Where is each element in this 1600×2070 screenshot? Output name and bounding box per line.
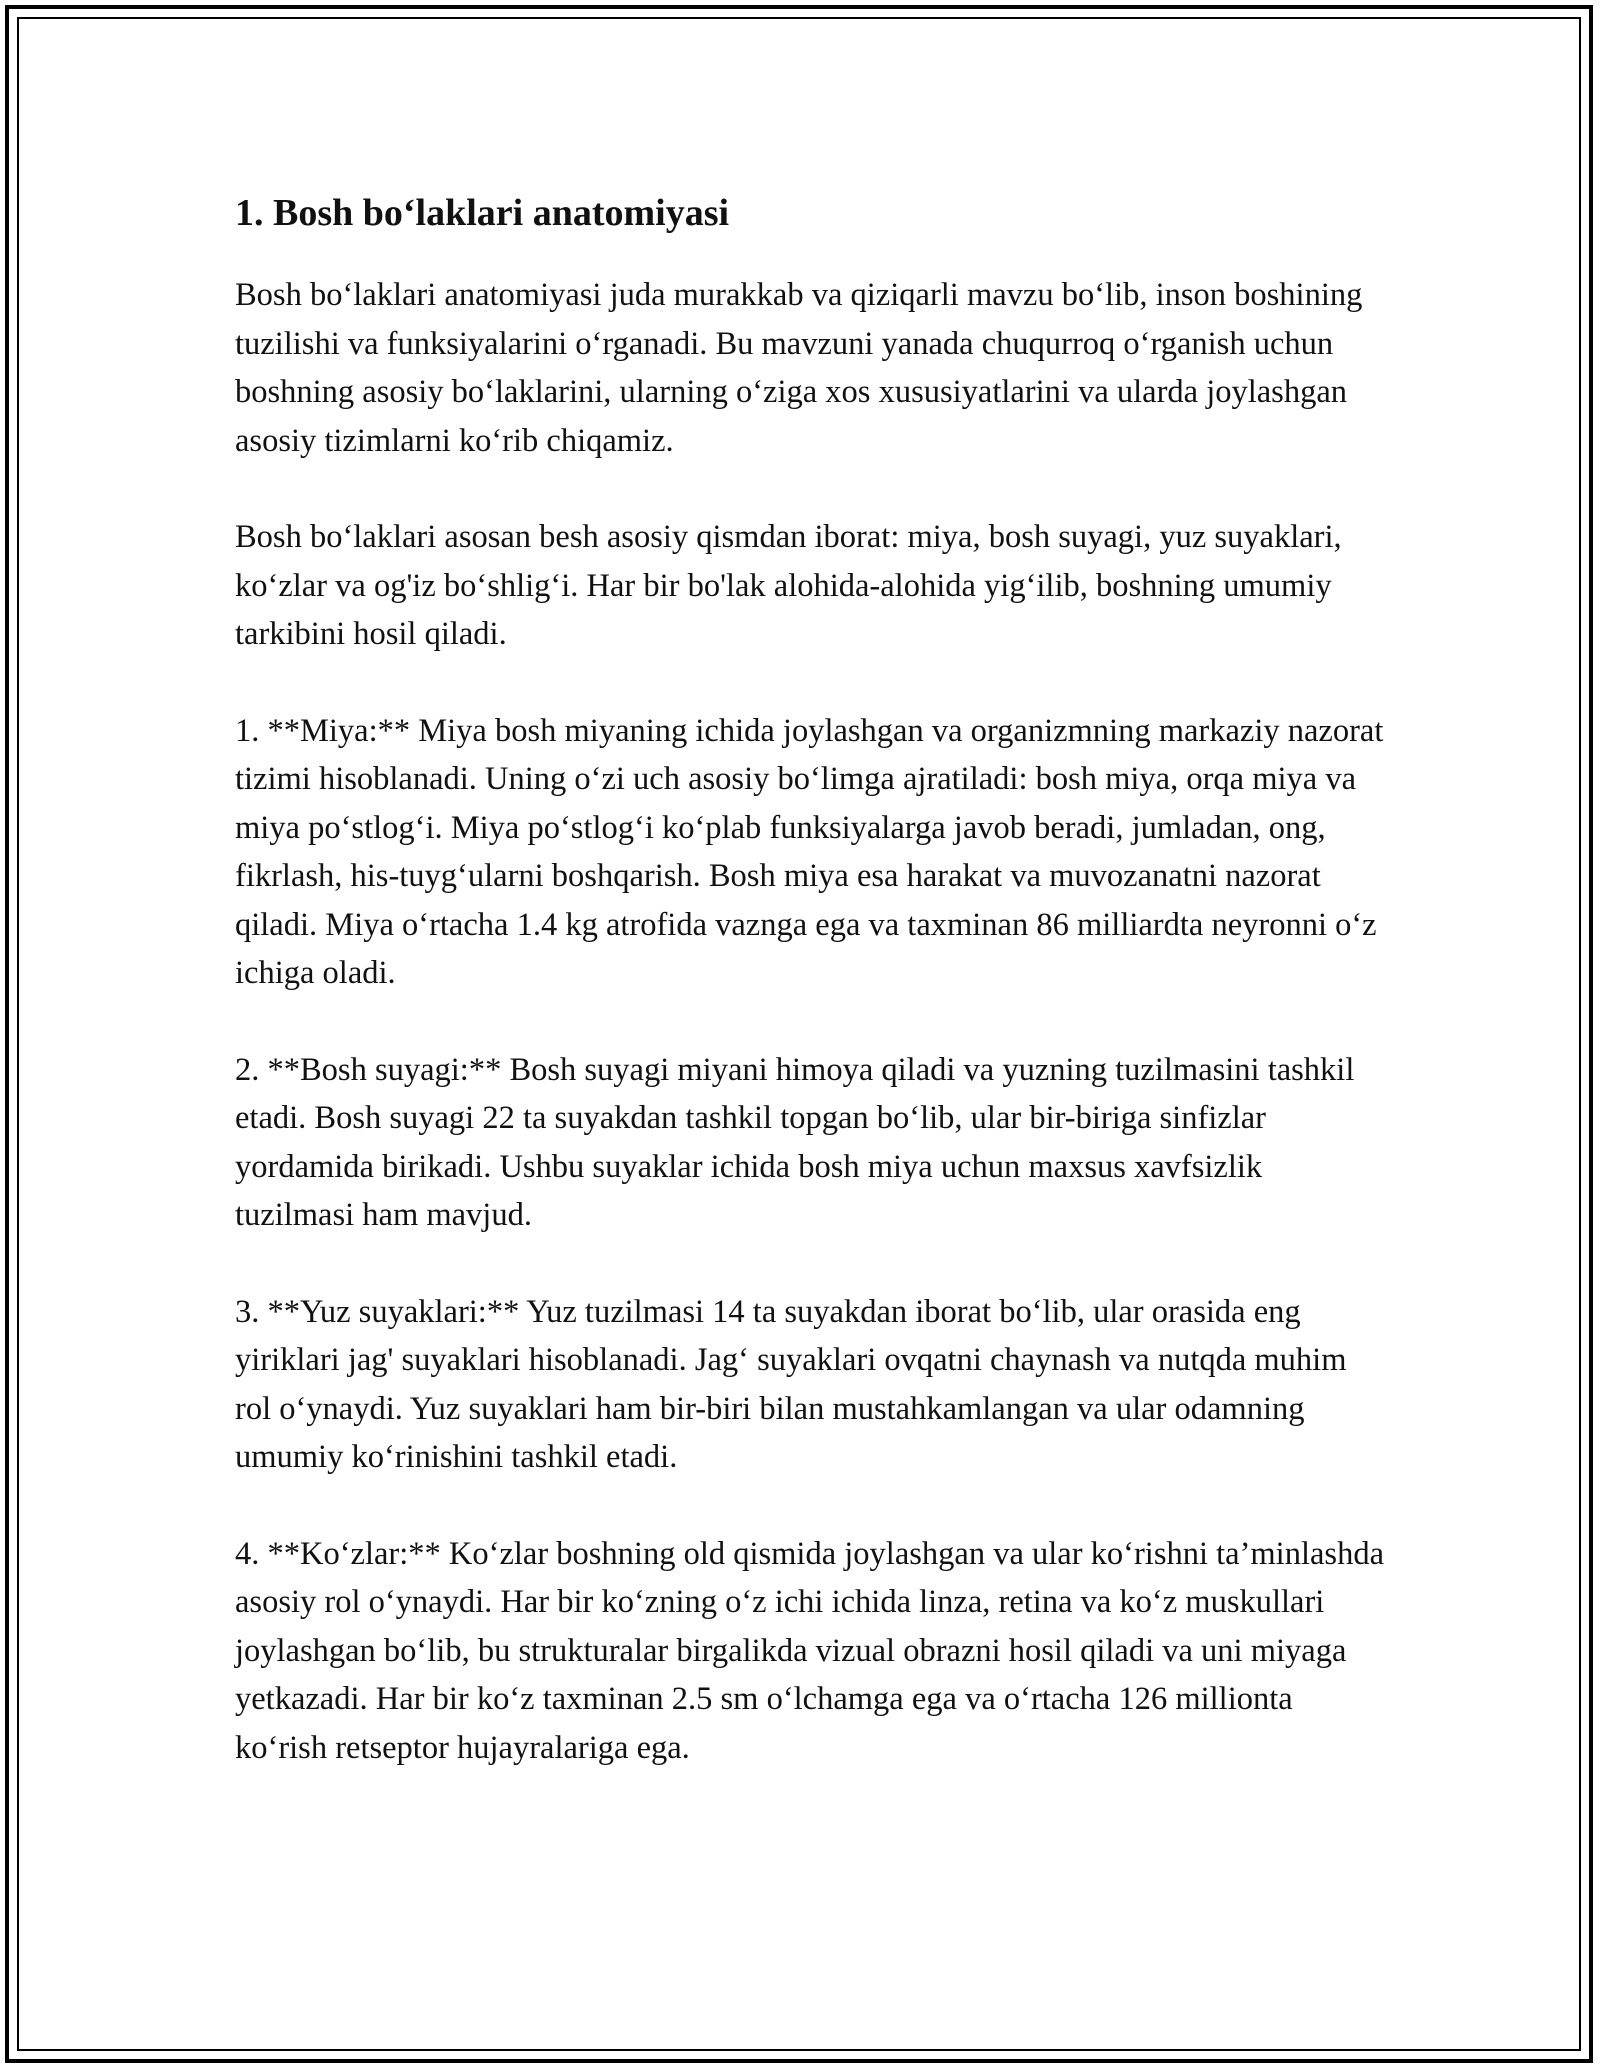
document-body xyxy=(235,185,1385,1820)
intro-paragraph: Bosh bo‘laklari anatomiyasi juda murakkab va qiziqarli mavzu bo‘lib, inson boshining tuzilishi va funksiyalarini o‘rganadi. Bu mavzuni yanada chuqurroq o‘rganish uchun boshning asosiy bo‘laklarini, ularning o‘ziga xos xususiyatlarini va ularda joylashgan asosiy tizimlarni ko‘rib chiqamiz. xyxy=(235,277,1363,459)
facial-bones-paragraph: 3. **Yuz suyaklari:** Yuz tuzilmasi 14 ta suyakdan iborat bo‘lib, ular orasida eng yiriklari jag' suyaklari hisoblanadi. Jag‘ suyaklari ovqatni chaynash va nutqda muhim rol o‘ynaydi. Yuz suyaklari ham bir-biri bilan mustahkamlangan va ular odamning umumiy ko‘rinishini tashkil etadi. xyxy=(235,1293,1347,1475)
eyes-paragraph: 4. **Ko‘zlar:** Ko‘zlar boshning old qismida joylashgan va ular ko‘rishni ta’minlashda asosiy rol o‘ynaydi. Har bir ko‘zning o‘z ichi ichida linza, retina va ko‘z muskullari joylashgan bo‘lib, bu strukturalar birgalikda vizual obrazni hosil qiladi va uni miyaga yetkazadi. Har bir ko‘z taxminan 2.5 sm o‘lchamga ega va o‘rtacha 126 millionta ko‘rish retseptor hujayralariga ega. xyxy=(235,1535,1384,1766)
overview-paragraph: Bosh bo‘laklari asosan besh asosiy qismdan iborat: miya, bosh suyagi, yuz suyaklari, ko‘zlar va og'iz bo‘shlig‘i. Har bir bo'lak alohida-alohida yig‘ilib, boshning umumiy tarkibini hosil qiladi. xyxy=(235,519,1342,652)
brain-paragraph: 1. **Miya:** Miya bosh miyaning ichida joylashgan va organizmning markaziy nazorat tizimi hisoblanadi. Uning o‘zi uch asosiy bo‘limga ajratiladi: bosh miya, orqa miya va miya po‘stlog‘i. Miya po‘stlog‘i ko‘plab funksiyalarga javob beradi, jumladan, ong, fikrlash, his-tuyg‘ularni boshqarish. Bosh miya esa harakat va muvozanatni nazorat qiladi. Miya o‘rtacha 1.4 kg atrofida vaznga ega va taxminan 86 milliardta neyronni o‘z ichiga oladi. xyxy=(235,712,1384,991)
skull-paragraph: 2. **Bosh suyagi:** Bosh suyagi miyani himoya qiladi va yuzning tuzilmasini tashkil etadi. Bosh suyagi 22 ta suyakdan tashkil topgan bo‘lib, ular bir-biriga sinfizlar yordamida birikadi. Ushbu suyaklar ichida bosh miya uchun maxsus xavfsizlik tuzilmasi ham mavjud. xyxy=(235,1051,1355,1233)
section-heading: 1. Bosh bo‘laklari anatomiyasi xyxy=(235,192,730,234)
